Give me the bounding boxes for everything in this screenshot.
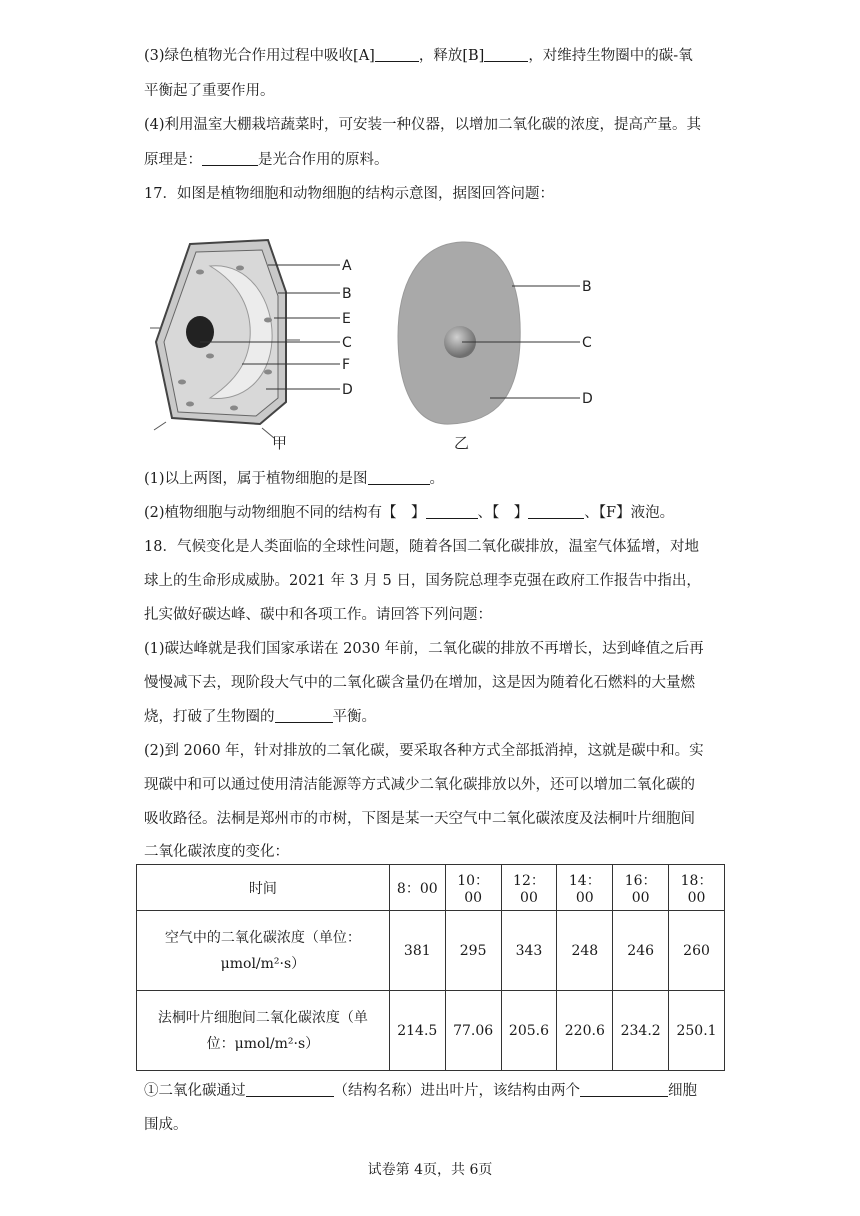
q17-stem: 17．如图是植物细胞和动物细胞的结构示意图，据图回答问题： xyxy=(144,186,554,202)
answer-blank[interactable] xyxy=(202,151,258,166)
q18-1-line3: 烧，打破了生物圈的 平衡。 xyxy=(144,709,376,725)
table-header-cell: 18：00 xyxy=(669,865,725,911)
table-cell: 295 xyxy=(445,911,501,991)
q18-2-line1: (2)到 2060 年，针对排放的二氧化碳，要采取各种方式全部抵消掉，这就是碳中和。实 xyxy=(144,743,704,759)
answer-blank[interactable] xyxy=(580,1082,668,1097)
table-header-cell: 14：00 xyxy=(557,865,613,911)
q18-3-line1: ①二氧化碳通过 （结构名称）进出叶片，该结构由两个 细胞 xyxy=(144,1083,697,1099)
plant-label-d: D xyxy=(342,382,353,398)
table-cell: 381 xyxy=(389,911,445,991)
animal-label-d: D xyxy=(582,391,593,407)
table-cell: 250.1 xyxy=(669,991,725,1071)
answer-blank[interactable] xyxy=(368,470,430,485)
plant-label-c: C xyxy=(342,335,352,351)
cell-diagram-svg xyxy=(150,232,610,462)
table-cell: 220.6 xyxy=(557,991,613,1071)
row-label-leaf-co2: 法桐叶片细胞间二氧化碳浓度（单 位：μmol/m²·s） xyxy=(137,991,390,1071)
plant-label-a: A xyxy=(342,258,352,274)
q17-1: (1)以上两图，属于植物细胞的是图 。 xyxy=(144,471,445,487)
plant-caption: 甲 xyxy=(272,434,288,452)
table-cell: 343 xyxy=(501,911,557,991)
q18-1-line1: (1)碳达峰就是我们国家承诺在 2030 年前，二氧化碳的排放不再增长，达到峰值之后再 xyxy=(144,641,704,657)
plant-cell xyxy=(150,240,353,452)
table-cell: 77.06 xyxy=(445,991,501,1071)
answer-blank[interactable] xyxy=(375,47,419,62)
q16-4-line1: (4)利用温室大棚栽培蔬菜时，可安装一种仪器，以增加二氧化碳的浓度，提高产量。其 xyxy=(144,117,702,133)
answer-blank[interactable] xyxy=(528,504,584,519)
q18-stem-2: 球上的生命形成威胁。2021 年 3 月 5 日，国务院总理李克强在政府工作报告中指出， xyxy=(144,573,701,589)
table-row xyxy=(137,991,725,1071)
animal-label-c: C xyxy=(582,335,592,351)
cell-figure xyxy=(150,232,610,462)
table-cell: 205.6 xyxy=(501,991,557,1071)
q18-2-line4: 二氧化碳浓度的变化： xyxy=(144,844,289,860)
table-header-cell: 8：00 xyxy=(389,865,445,911)
table-header-cell: 12：00 xyxy=(501,865,557,911)
table-header-cell: 10：00 xyxy=(445,865,501,911)
table-header-cell: 时间 xyxy=(137,865,390,911)
q17-2: (2)植物细胞与动物细胞不同的结构有【 】 、【 】 、【F】液泡。 xyxy=(144,505,675,521)
table-cell: 214.5 xyxy=(389,991,445,1071)
page-footer: 试卷第 4页，共 6页 xyxy=(367,1162,493,1178)
table-cell: 260 xyxy=(669,911,725,991)
q16-3-line1: (3)绿色植物光合作用过程中吸收[A] ，释放[B] ，对维持生物圈中的碳-氧 xyxy=(144,48,693,64)
answer-blank[interactable] xyxy=(275,708,333,723)
plant-label-b: B xyxy=(342,286,352,302)
plant-label-e: E xyxy=(342,311,351,327)
q18-stem-3: 扎实做好碳达峰、碳中和各项工作。请回答下列问题： xyxy=(144,607,492,623)
answer-blank[interactable] xyxy=(426,504,478,519)
q18-stem-1: 18．气候变化是人类面临的全球性问题，随着各国二氧化碳排放，温室气体猛增，对地 xyxy=(144,539,699,555)
row-label-air-co2: 空气中的二氧化碳浓度（单位： μmol/m²·s） xyxy=(137,911,390,991)
table-cell: 248 xyxy=(557,911,613,991)
q18-1-line2: 慢慢减下去，现阶段大气中的二氧化碳含量仍在增加，这是因为随着化石燃料的大量燃 xyxy=(144,675,695,691)
plant-label-f: F xyxy=(342,357,351,373)
q16-3-line2: 平衡起了重要作用。 xyxy=(144,83,275,99)
q18-2-line2: 现碳中和可以通过使用清洁能源等方式减少二氧化碳排放以外，还可以增加二氧化碳的 xyxy=(144,777,695,793)
table-row xyxy=(137,911,725,991)
table-header-cell: 16：00 xyxy=(613,865,669,911)
q16-4-line2: 原理是： 是光合作用的原料。 xyxy=(144,152,389,168)
animal-label-b: B xyxy=(582,279,592,295)
q18-3-line2: 围成。 xyxy=(144,1117,188,1133)
answer-blank[interactable] xyxy=(484,47,528,62)
table-header-row xyxy=(137,865,725,911)
co2-table xyxy=(136,864,725,1071)
table-cell: 246 xyxy=(613,911,669,991)
answer-blank[interactable] xyxy=(246,1082,334,1097)
q18-2-line3: 吸收路径。法桐是郑州市的市树，下图是某一天空气中二氧化碳浓度及法桐叶片细胞间 xyxy=(144,811,695,827)
table-cell: 234.2 xyxy=(613,991,669,1071)
animal-caption: 乙 xyxy=(454,434,470,452)
animal-cell xyxy=(398,242,593,452)
